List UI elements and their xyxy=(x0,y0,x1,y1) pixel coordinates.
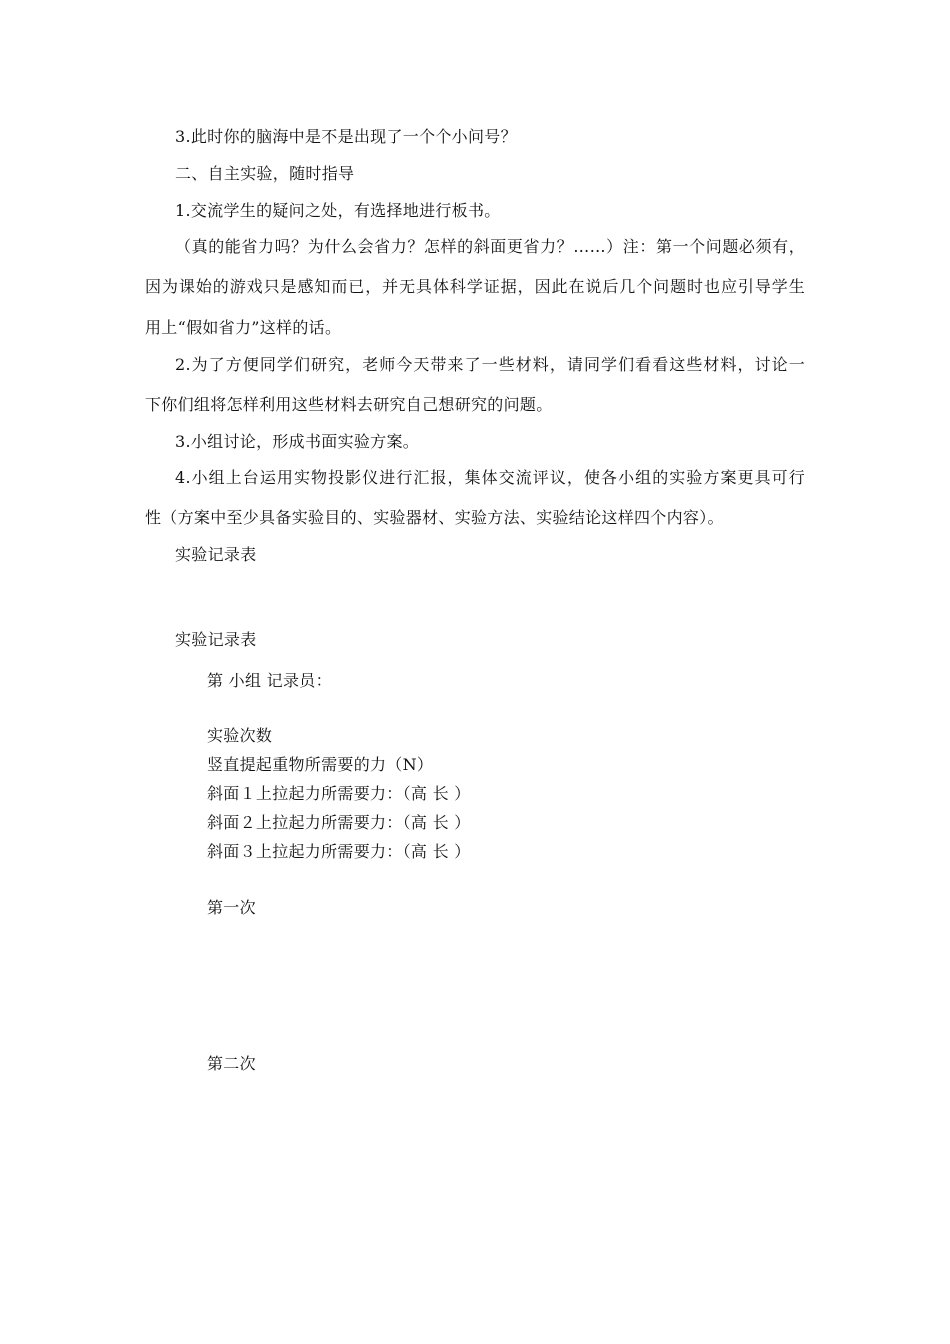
paragraph-notes-line-2: 因为课始的游戏只是感知而已，并无具体科学证据，因此在说后几个问题时也应引导学生 xyxy=(145,277,805,296)
section-heading-self-experiment: 二、自主实验，随时指导 xyxy=(175,164,355,183)
record-table-caption: 实验记录表 xyxy=(175,545,257,564)
paragraph-notes-line-3: 用上“假如省力”这样的话。 xyxy=(145,318,342,337)
record-row-first: 第一次 xyxy=(207,898,256,917)
paragraph-group-discussion: 3.小组讨论，形成书面实验方案。 xyxy=(175,432,420,451)
paragraph-report-line-2: 性（方案中至少具备实验目的、实验器材、实验方法、实验结论这样四个内容）。 xyxy=(145,508,724,527)
record-header-slope-1: 斜面１上拉起力所需要力：（高 长 ） xyxy=(207,784,471,803)
record-header-slope-3: 斜面３上拉起力所需要力：（高 长 ） xyxy=(207,842,471,861)
record-form-title: 实验记录表 xyxy=(175,630,257,649)
record-row-second: 第二次 xyxy=(207,1054,256,1073)
record-form-group-line: 第 小组 记录员： xyxy=(207,671,332,690)
paragraph-exchange-questions: 1.交流学生的疑问之处，有选择地进行板书。 xyxy=(175,201,501,220)
paragraph-report-line-1: 4.小组上台运用实物投影仪进行汇报，集体交流评议，使各小组的实验方案更具可行 xyxy=(175,468,805,487)
record-header-vertical-force: 竖直提起重物所需要的力（N） xyxy=(207,755,434,774)
record-header-slope-2: 斜面２上拉起力所需要力：（高 长 ） xyxy=(207,813,471,832)
paragraph-question-marks: 3.此时你的脑海中是不是出现了一个个小问号？ xyxy=(175,127,517,146)
paragraph-notes-line-1: （真的能省力吗？为什么会省力？怎样的斜面更省力？……）注：第一个问题必须有， xyxy=(175,237,805,256)
paragraph-materials-line-2: 下你们组将怎样利用这些材料去研究自己想研究的问题。 xyxy=(145,395,553,414)
record-header-trial-count: 实验次数 xyxy=(207,726,273,745)
paragraph-materials-line-1: 2.为了方便同学们研究，老师今天带来了一些材料，请同学们看看这些材料，讨论一 xyxy=(175,355,805,374)
